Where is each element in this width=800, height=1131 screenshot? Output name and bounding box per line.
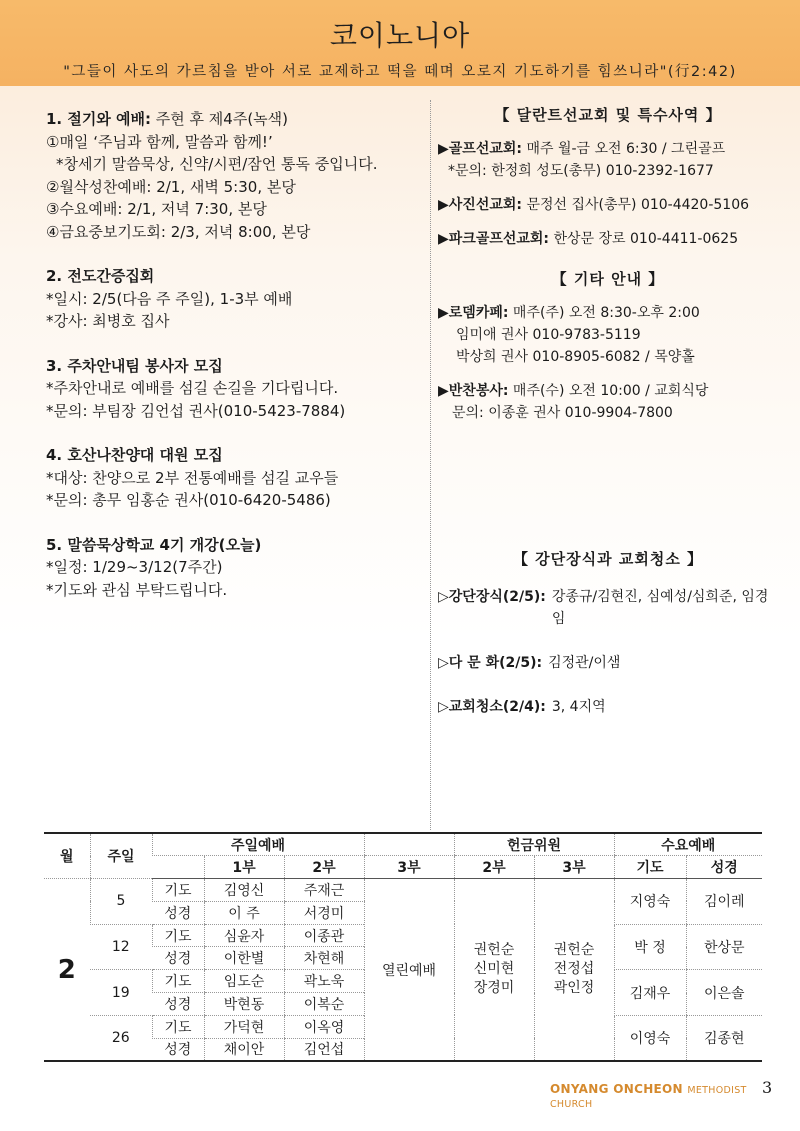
scripture-verse: "그들이 사도의 가르침을 받아 서로 교제하고 떡을 떼며 오로지 기도하기를 힘쓰니라"(行2:42) [63,64,737,80]
name-cell: 심윤자 [204,924,284,947]
entry-label: ▶파크골프선교회: [438,231,550,247]
name-cell: 김영신 [204,879,284,902]
entry-text: 매주(수) 오전 10:00 / 교회식당 [508,383,709,399]
announcement-line: ④금요중보기도회: 2/3, 저녁 8:00, 본당 [46,222,311,241]
entry-label: ▷다 문 화(2/5): [438,655,543,671]
announcement-line: *일정: 1/29~3/12(7주간) [46,558,223,576]
footer [550,1078,780,1110]
role-cell: 성경 [152,993,204,1016]
header-third-service: 3부 [364,856,454,879]
name-cell: 이종관 [284,924,364,947]
name-cell: 차현해 [284,947,364,970]
wed-scripture-cell: 김종현 [686,1015,762,1061]
role-cell: 기도 [152,1015,204,1038]
altar-decoration [438,586,778,630]
announcement-line: *문의: 총무 임홍순 권사(010-6420-5486) [46,491,331,509]
entry-label: ▶반찬봉사: [438,383,509,399]
entry-text: 매주 월-금 오전 6:30 / 그린골프 [522,141,726,157]
announcement-evangelism [46,265,426,333]
announcement-title: 4. 호산나찬양대 대원 모집 [46,446,223,464]
week-cell: 26 [90,1015,152,1061]
entry-text: 한상문 장로 010-4411-0625 [549,231,739,247]
role-cell: 기도 [152,970,204,993]
entry-label: ▶골프선교회: [438,141,522,157]
announcement-school [46,534,426,602]
table-row [44,879,762,902]
wed-prayer-cell: 이영숙 [614,1015,686,1061]
wed-prayer-cell: 지영숙 [614,879,686,925]
entry-label: ▷교회청소(2/4): [438,699,546,715]
announcement-worship [46,108,426,243]
name-cell: 임도순 [204,970,284,993]
name-cell: 이옥영 [284,1015,364,1038]
entry-label: ▶로뎀카페: [438,305,509,321]
announcement-title: 1. 절기와 예배: [46,110,152,128]
wed-scripture-cell: 김이레 [686,879,762,925]
announcement-line: *대상: 찬양으로 2부 전통예배를 섬길 교우들 [46,468,339,487]
mission-title: 【 달란트선교회 및 특수사역 】 [494,106,722,124]
photo-mission [438,194,778,216]
week-cell: 5 [90,879,152,925]
header-sunday-service: 주일예배 [152,833,364,856]
name-cell: 박현동 [204,993,284,1016]
header-offering: 헌금위원 [454,833,614,856]
golf-mission [438,138,778,182]
announcement-title-rest: 주현 후 제4주(녹색) [151,110,289,128]
name-cell: 주재근 [284,879,364,902]
announcement-line: *창세기 말씀묵상, 신약/시편/잠언 통독 중입니다. [56,155,378,173]
entry-text: 3, 4지역 [551,699,606,715]
info-column [438,104,778,740]
service-schedule-table [44,832,762,1062]
entry-contact: 박상희 권사 010-8905-6082 / 목양홀 [456,349,695,365]
cafe-info [438,302,778,368]
offering-second-cell: 권헌순 신미현 장경미 [454,879,534,1061]
header-prayer: 기도 [614,856,686,879]
role-cell: 성경 [152,947,204,970]
entry-text: 김정관/이샘 [548,655,621,671]
entry-contact: 임미애 권사 010-9783-5119 [456,327,641,343]
column-divider [430,100,431,830]
announcement-line: *주차안내로 예배를 섬길 손길을 기다립니다. [46,379,339,397]
entry-text: 매주(주) 오전 8:30-오후 2:00 [508,305,700,321]
wed-prayer-cell: 김재우 [614,970,686,1016]
announcement-line: *일시: 2/5(다음 주 주일), 1-3부 예배 [46,289,293,308]
announcement-parking [46,355,426,423]
month-cell: 2 [44,879,90,1061]
name-cell: 이한별 [204,947,284,970]
parkgolf-mission [438,228,778,250]
church-brand: ONYANG ONCHEON METHODIST CHURCH [550,1082,747,1110]
header-offering-third: 3부 [534,856,614,879]
role-cell: 성경 [152,901,204,924]
announcements-column [46,108,426,623]
name-cell: 서경미 [284,901,364,924]
announcement-line: *문의: 부팀장 김언섭 권사(010-5423-7884) [46,401,346,420]
entry-text: 문정선 집사(총무) 010-4420-5106 [522,197,750,213]
third-service-cell: 열린예배 [364,879,454,1061]
name-cell: 채이안 [204,1038,284,1061]
header-scripture: 성경 [686,856,762,879]
announcement-line: ③수요예배: 2/1, 저녁 7:30, 본당 [46,200,267,218]
etc-title: 【 기타 안내 】 [551,270,665,288]
wed-scripture-cell: 이은솔 [686,970,762,1016]
header-week: 주일 [90,833,152,879]
name-cell: 이 주 [204,901,284,924]
announcement-line: ②월삭성찬예배: 2/1, 새벽 5:30, 본당 [46,177,296,196]
duty-title: 【 강단장식과 교회청소 】 [512,550,704,568]
week-cell: 19 [90,970,152,1016]
page-title: 코이노니아 [329,19,471,52]
announcement-line: ①매일 ‘주님과 함께, 말씀과 함께!’ [46,132,273,151]
header-second-service: 2부 [284,856,364,879]
announcement-line: *강사: 최병호 집사 [46,312,170,330]
entry-contact: *문의: 한정희 성도(총무) 010-2392-1677 [448,163,714,179]
announcement-title: 2. 전도간증집회 [46,267,155,285]
wed-prayer-cell: 박 정 [614,924,686,970]
church-cleaning [438,696,778,718]
header-banner [0,0,800,86]
name-cell: 가덕현 [204,1015,284,1038]
role-cell: 성경 [152,1038,204,1061]
entry-label: ▷강단장식(2/5): [438,589,546,605]
role-cell: 기도 [152,924,204,947]
entry-label: ▶사진선교회: [438,197,522,213]
role-cell: 기도 [152,879,204,902]
week-cell: 12 [90,924,152,970]
announcement-choir [46,444,426,512]
announcement-title: 3. 주차안내팀 봉사자 모집 [46,356,223,375]
entry-text: 강종규/김현진, 심예성/심희준, 임경임 [551,589,769,627]
header-first-service: 1부 [204,856,284,879]
header-wednesday-service: 수요예배 [614,833,762,856]
header-offering-second: 2부 [454,856,534,879]
name-cell: 이복순 [284,993,364,1016]
wed-scripture-cell: 한상문 [686,924,762,970]
offering-third-cell: 권헌순 전정섭 곽인정 [534,879,614,1061]
entry-contact: 문의: 이종훈 권사 010-9904-7800 [452,405,673,421]
announcement-title: 5. 말씀묵상학교 4기 개강(오늘) [46,535,262,554]
header-month: 월 [44,833,90,879]
name-cell: 곽노욱 [284,970,364,993]
multicultural [438,652,778,674]
announcement-line: *기도와 관심 부탁드립니다. [46,580,228,599]
meal-service [438,380,778,424]
name-cell: 김언섭 [284,1038,364,1061]
page-number: 3 [762,1078,773,1097]
